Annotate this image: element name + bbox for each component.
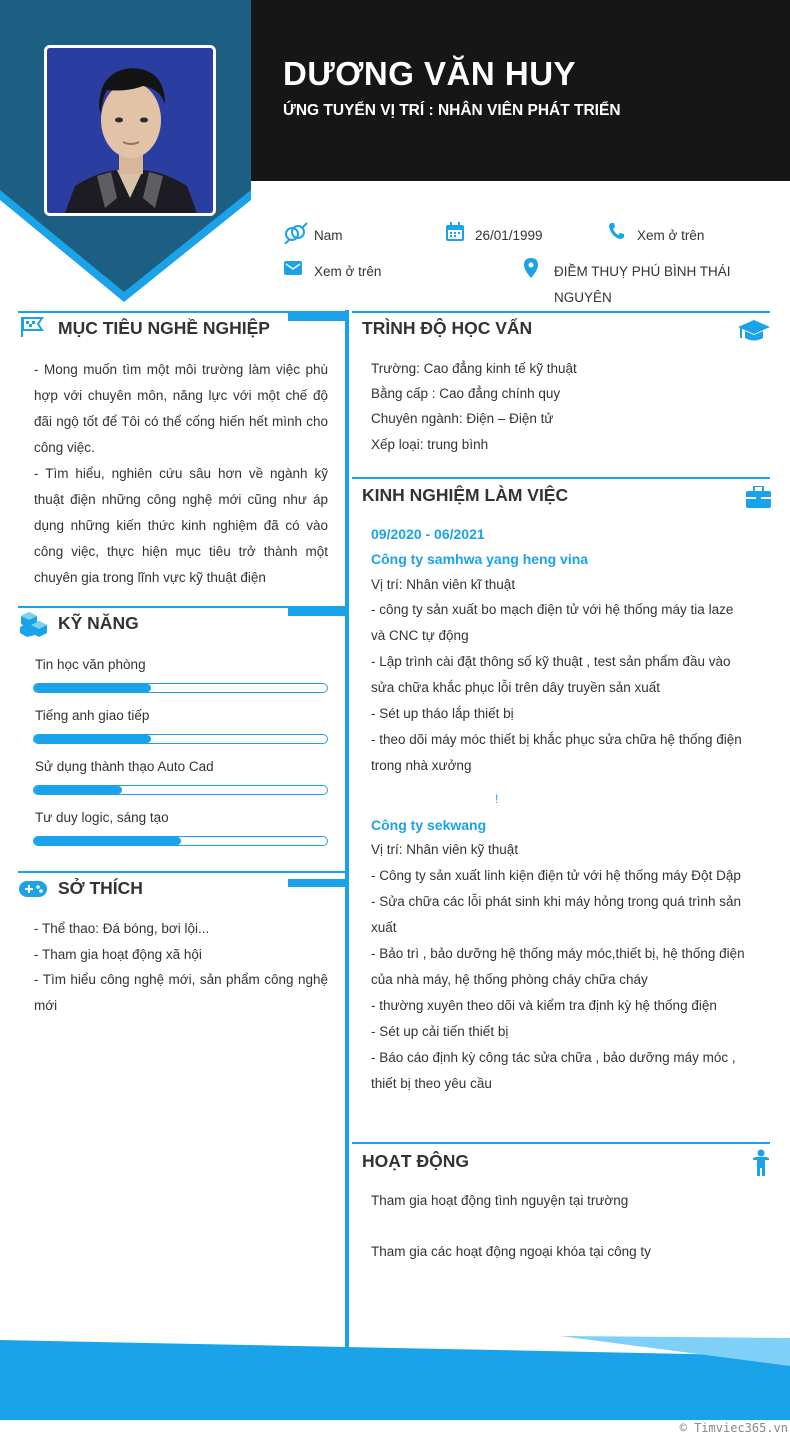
skills-title: KỸ NĂNG: [58, 613, 139, 633]
education-title: TRÌNH ĐỘ HỌC VẤN: [362, 318, 533, 338]
activities-title: HOẠT ĐỘNG: [362, 1151, 469, 1171]
skills-cubes-icon: [19, 611, 49, 637]
objective-paragraph: - Tìm hiểu, nghiên cứu sâu hơn về ngành kỹ thuật điện những công nghệ mới cũng như áp dụng những kiến thức kinh nghiệm đã có vào công việc, thực hiện mục tiêu trở thành một chuyên gia trong lĩnh vực kỹ thuật điện: [34, 466, 328, 585]
education-line: Trường: Cao đẳng kinh tế kỹ thuật: [371, 361, 577, 376]
hobby-item: - Tìm hiểu công nghệ mới, sản phẩm công nghệ mới: [34, 972, 328, 1013]
skill-label: Tin học văn phòng: [35, 657, 146, 672]
job-detail: Vị trí: Nhân viên kĩ thuật: [371, 577, 516, 592]
job-detail: và CNC tự động: [371, 628, 469, 643]
flag-icon: [20, 316, 44, 338]
skill-bar-fill: [34, 786, 122, 794]
gender-value: Nam: [314, 228, 343, 243]
skill-bar: [33, 785, 328, 795]
job-detail: - Bảo trì , bảo dưỡng hệ thống máy móc,thiết bị, hệ thống điện: [371, 946, 745, 961]
person-icon: [752, 1149, 770, 1177]
phone-icon: [608, 222, 624, 240]
watermark: © Timviec365.vn: [679, 1421, 788, 1435]
job-detail: xuất: [371, 920, 397, 935]
calendar-icon: [445, 222, 465, 242]
birthday-value: 26/01/1999: [475, 228, 543, 243]
education-rule: [352, 311, 770, 313]
skill-bar-fill: [34, 837, 181, 845]
hobbies-title: SỞ THÍCH: [58, 878, 143, 898]
graduation-cap-icon: [737, 319, 771, 343]
column-divider: [345, 310, 349, 1355]
skill-bar: [33, 683, 328, 693]
candidate-name: DƯƠNG VĂN HUY: [283, 55, 577, 92]
job-detail: - thường xuyên theo dõi và kiểm tra định kỳ hệ thống điện: [371, 998, 717, 1013]
location-icon: [524, 258, 538, 278]
objective-text: [34, 357, 328, 591]
applied-position: ỨNG TUYỂN VỊ TRÍ : NHÂN VIÊN PHÁT TRIỂN: [283, 102, 621, 119]
address-line-1: ĐIỀM THUỴ PHÚ BÌNH THÁI: [554, 264, 731, 279]
address-line-2: NGUYÊN: [554, 290, 612, 305]
skill-label: Sử dụng thành thạo Auto Cad: [35, 759, 214, 774]
gender-icon: [283, 222, 309, 244]
job-detail: thiết bị theo yêu cầu: [371, 1076, 492, 1091]
education-line: Chuyên ngành: Điện – Điện tử: [371, 411, 554, 426]
hobby-item: - Tham gia hoạt động xã hội: [34, 947, 202, 962]
job-period: 09/2020 - 06/2021: [371, 526, 485, 542]
education-line: Xếp loại: trung bình: [371, 437, 489, 452]
job-detail: - Công ty sản xuất linh kiện điện tử với hệ thống máy Đột Dập: [371, 868, 741, 883]
job-detail: - Lập trình cài đặt thông số kỹ thuật , test sản phẩm đầu vào: [371, 654, 731, 669]
skill-bar: [33, 836, 328, 846]
objective-accent: [288, 313, 345, 321]
activity-item: Tham gia hoạt động tình nguyện tại trường: [371, 1193, 629, 1208]
skill-bar: [33, 734, 328, 744]
briefcase-icon: [746, 486, 771, 508]
skills-accent: [288, 608, 345, 616]
skill-bar-fill: [34, 684, 151, 692]
email-icon: [284, 260, 302, 276]
experience-rule: [352, 477, 770, 479]
job-detail: - theo dõi máy móc thiết bị khắc phục sửa chữa hệ thống điện: [371, 732, 742, 747]
job-detail: - Sét up cải tiến thiết bị: [371, 1024, 509, 1039]
job-detail: Vị trí: Nhân viên kỹ thuật: [371, 842, 519, 857]
phone-value: Xem ở trên: [637, 228, 705, 243]
skill-label: Tiếng anh giao tiếp: [35, 708, 150, 723]
activities-rule: [352, 1142, 770, 1144]
hobbies-accent: [288, 879, 345, 887]
hobbies-rule: [18, 871, 345, 873]
job-separator: !: [495, 792, 499, 806]
job-company: Công ty samhwa yang heng vina: [371, 551, 589, 567]
skill-bar-fill: [34, 735, 151, 743]
hobby-item: - Thể thao: Đá bóng, bơi lội...: [34, 921, 210, 936]
job-detail: trong nhà xưởng: [371, 758, 472, 773]
activity-item: Tham gia các hoạt động ngoại khóa tại công ty: [371, 1244, 651, 1259]
job-company: Công ty sekwang: [371, 817, 487, 833]
job-detail: - Sửa chữa các lỗi phát sinh khi máy hỏng trong quá trình sản: [371, 894, 742, 909]
objective-paragraph: - Mong muốn tìm một môi trường làm việc phù hợp với chuyên môn, năng lực với một chế độ đãi ngộ tốt để Tôi có thể cống hiến hết mình cho công việc.: [34, 362, 328, 455]
job-detail: - công ty sản xuất bo mạch điện tử với hệ thống máy tia laze: [371, 602, 734, 617]
job-detail: - Báo cáo định kỳ công tác sửa chữa , bảo dưỡng máy móc ,: [371, 1050, 736, 1065]
footer-wave: [0, 1336, 790, 1420]
skill-label: Tư duy logic, sáng tạo: [35, 810, 169, 825]
avatar: [44, 45, 216, 216]
education-line: Bằng cấp : Cao đẳng chính quy: [371, 386, 561, 401]
job-detail: của nhà máy, hệ thống phòng cháy chữa cháy: [371, 972, 648, 987]
objective-title: MỤC TIÊU NGHỀ NGHIỆP: [58, 318, 270, 338]
job-detail: - Sét up tháo lắp thiết bị: [371, 706, 514, 721]
gamepad-icon: [19, 879, 47, 899]
job-detail: sửa chữa khắc phục lỗi trên dây truyền sản xuất: [371, 680, 660, 695]
experience-title: KINH NGHIỆM LÀM VIỆC: [362, 485, 569, 505]
email-value: Xem ở trên: [314, 264, 382, 279]
